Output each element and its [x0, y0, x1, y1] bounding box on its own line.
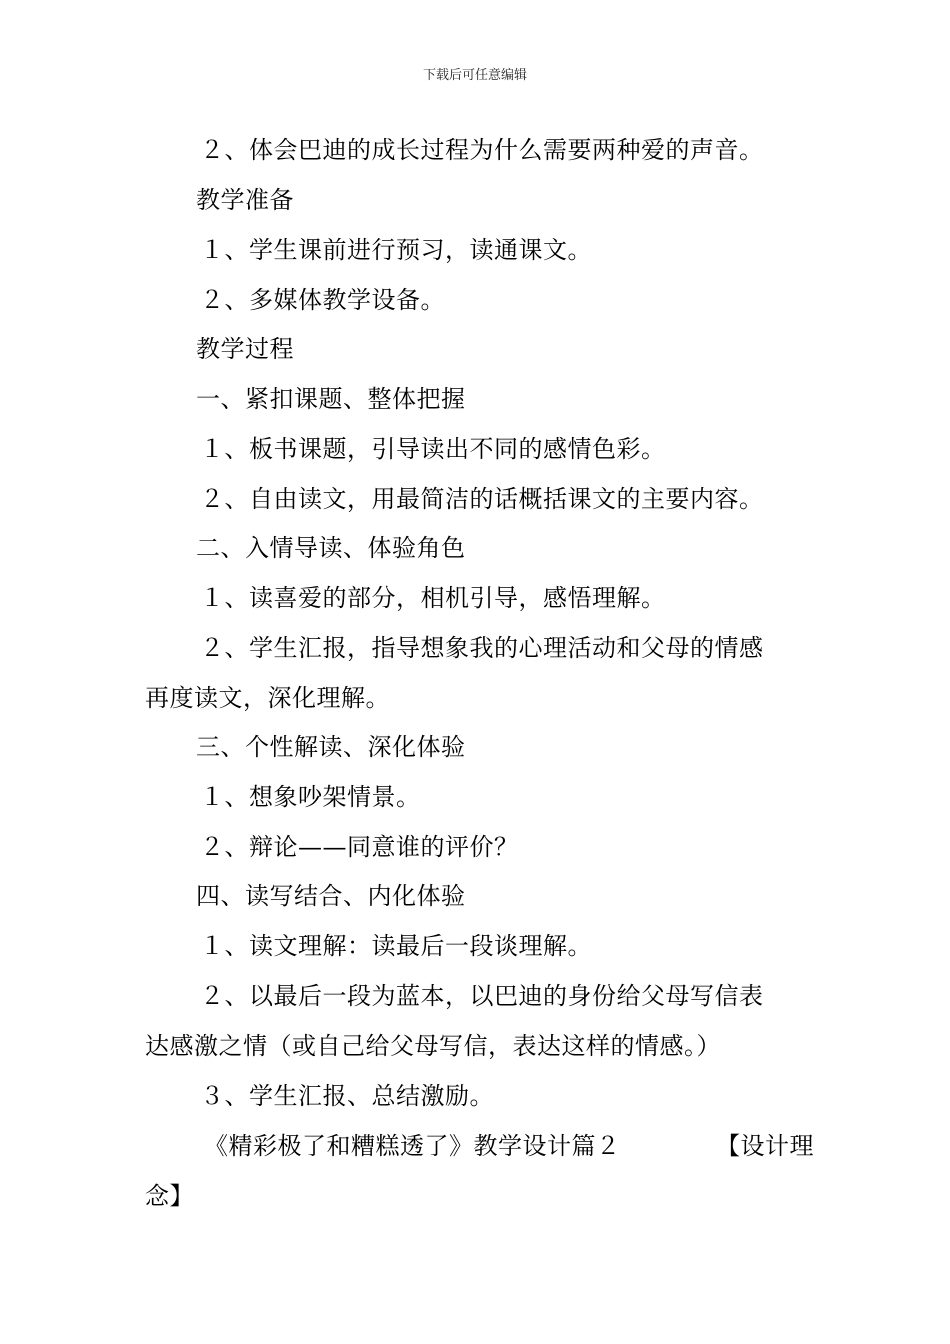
next-design-title-row: [204, 1130, 814, 1162]
step4-item-2: ２、以最后一段为蓝本，以巴迪的身份给父母写信表: [200, 982, 764, 1010]
step3-item-2: ２、辩论——同意谁的评价？: [200, 833, 519, 861]
goal-item-2: ２、体会巴迪的成长过程为什么需要两种爱的声音。: [200, 136, 764, 164]
step-heading-3: 三、个性解读、深化体验: [196, 733, 466, 761]
step2-item-1: １、读喜爱的部分，相机引导，感悟理解。: [200, 584, 666, 612]
section-heading-preparation: 教学准备: [196, 186, 294, 214]
step4-item-3: ３、学生汇报、总结激励。: [200, 1082, 494, 1110]
step1-item-2: ２、自由读文，用最简洁的话概括课文的主要内容。: [200, 485, 764, 513]
next-design-title: 《精彩极了和糟糕透了》教学设计篇２: [204, 1132, 621, 1160]
step-heading-1: 一、紧扣课题、整体把握: [196, 385, 466, 413]
step2-item-2-continuation: 再度读文，深化理解。: [145, 684, 390, 712]
step4-item-1: １、读文理解：读最后一段谈理解。: [200, 932, 592, 960]
step1-item-1: １、板书课题，引导读出不同的感情色彩。: [200, 435, 666, 463]
preparation-item-2: ２、多媒体教学设备。: [200, 286, 445, 314]
design-concept-tag-end: 念】: [145, 1182, 194, 1210]
design-concept-tag-start: 【设计理: [716, 1132, 814, 1160]
step4-item-2-continuation: 达感激之情（或自己给父母写信，表达这样的情感。）: [145, 1032, 721, 1060]
step2-item-2: ２、学生汇报，指导想象我的心理活动和父母的情感: [200, 634, 764, 662]
section-heading-process: 教学过程: [196, 335, 294, 363]
step-heading-4: 四、读写结合、内化体验: [196, 882, 466, 910]
step3-item-1: １、想象吵架情景。: [200, 783, 421, 811]
page-header-note: 下载后可任意编辑: [422, 68, 527, 83]
step-heading-2: 二、入情导读、体验角色: [196, 534, 466, 562]
preparation-item-1: １、学生课前进行预习，读通课文。: [200, 236, 592, 264]
